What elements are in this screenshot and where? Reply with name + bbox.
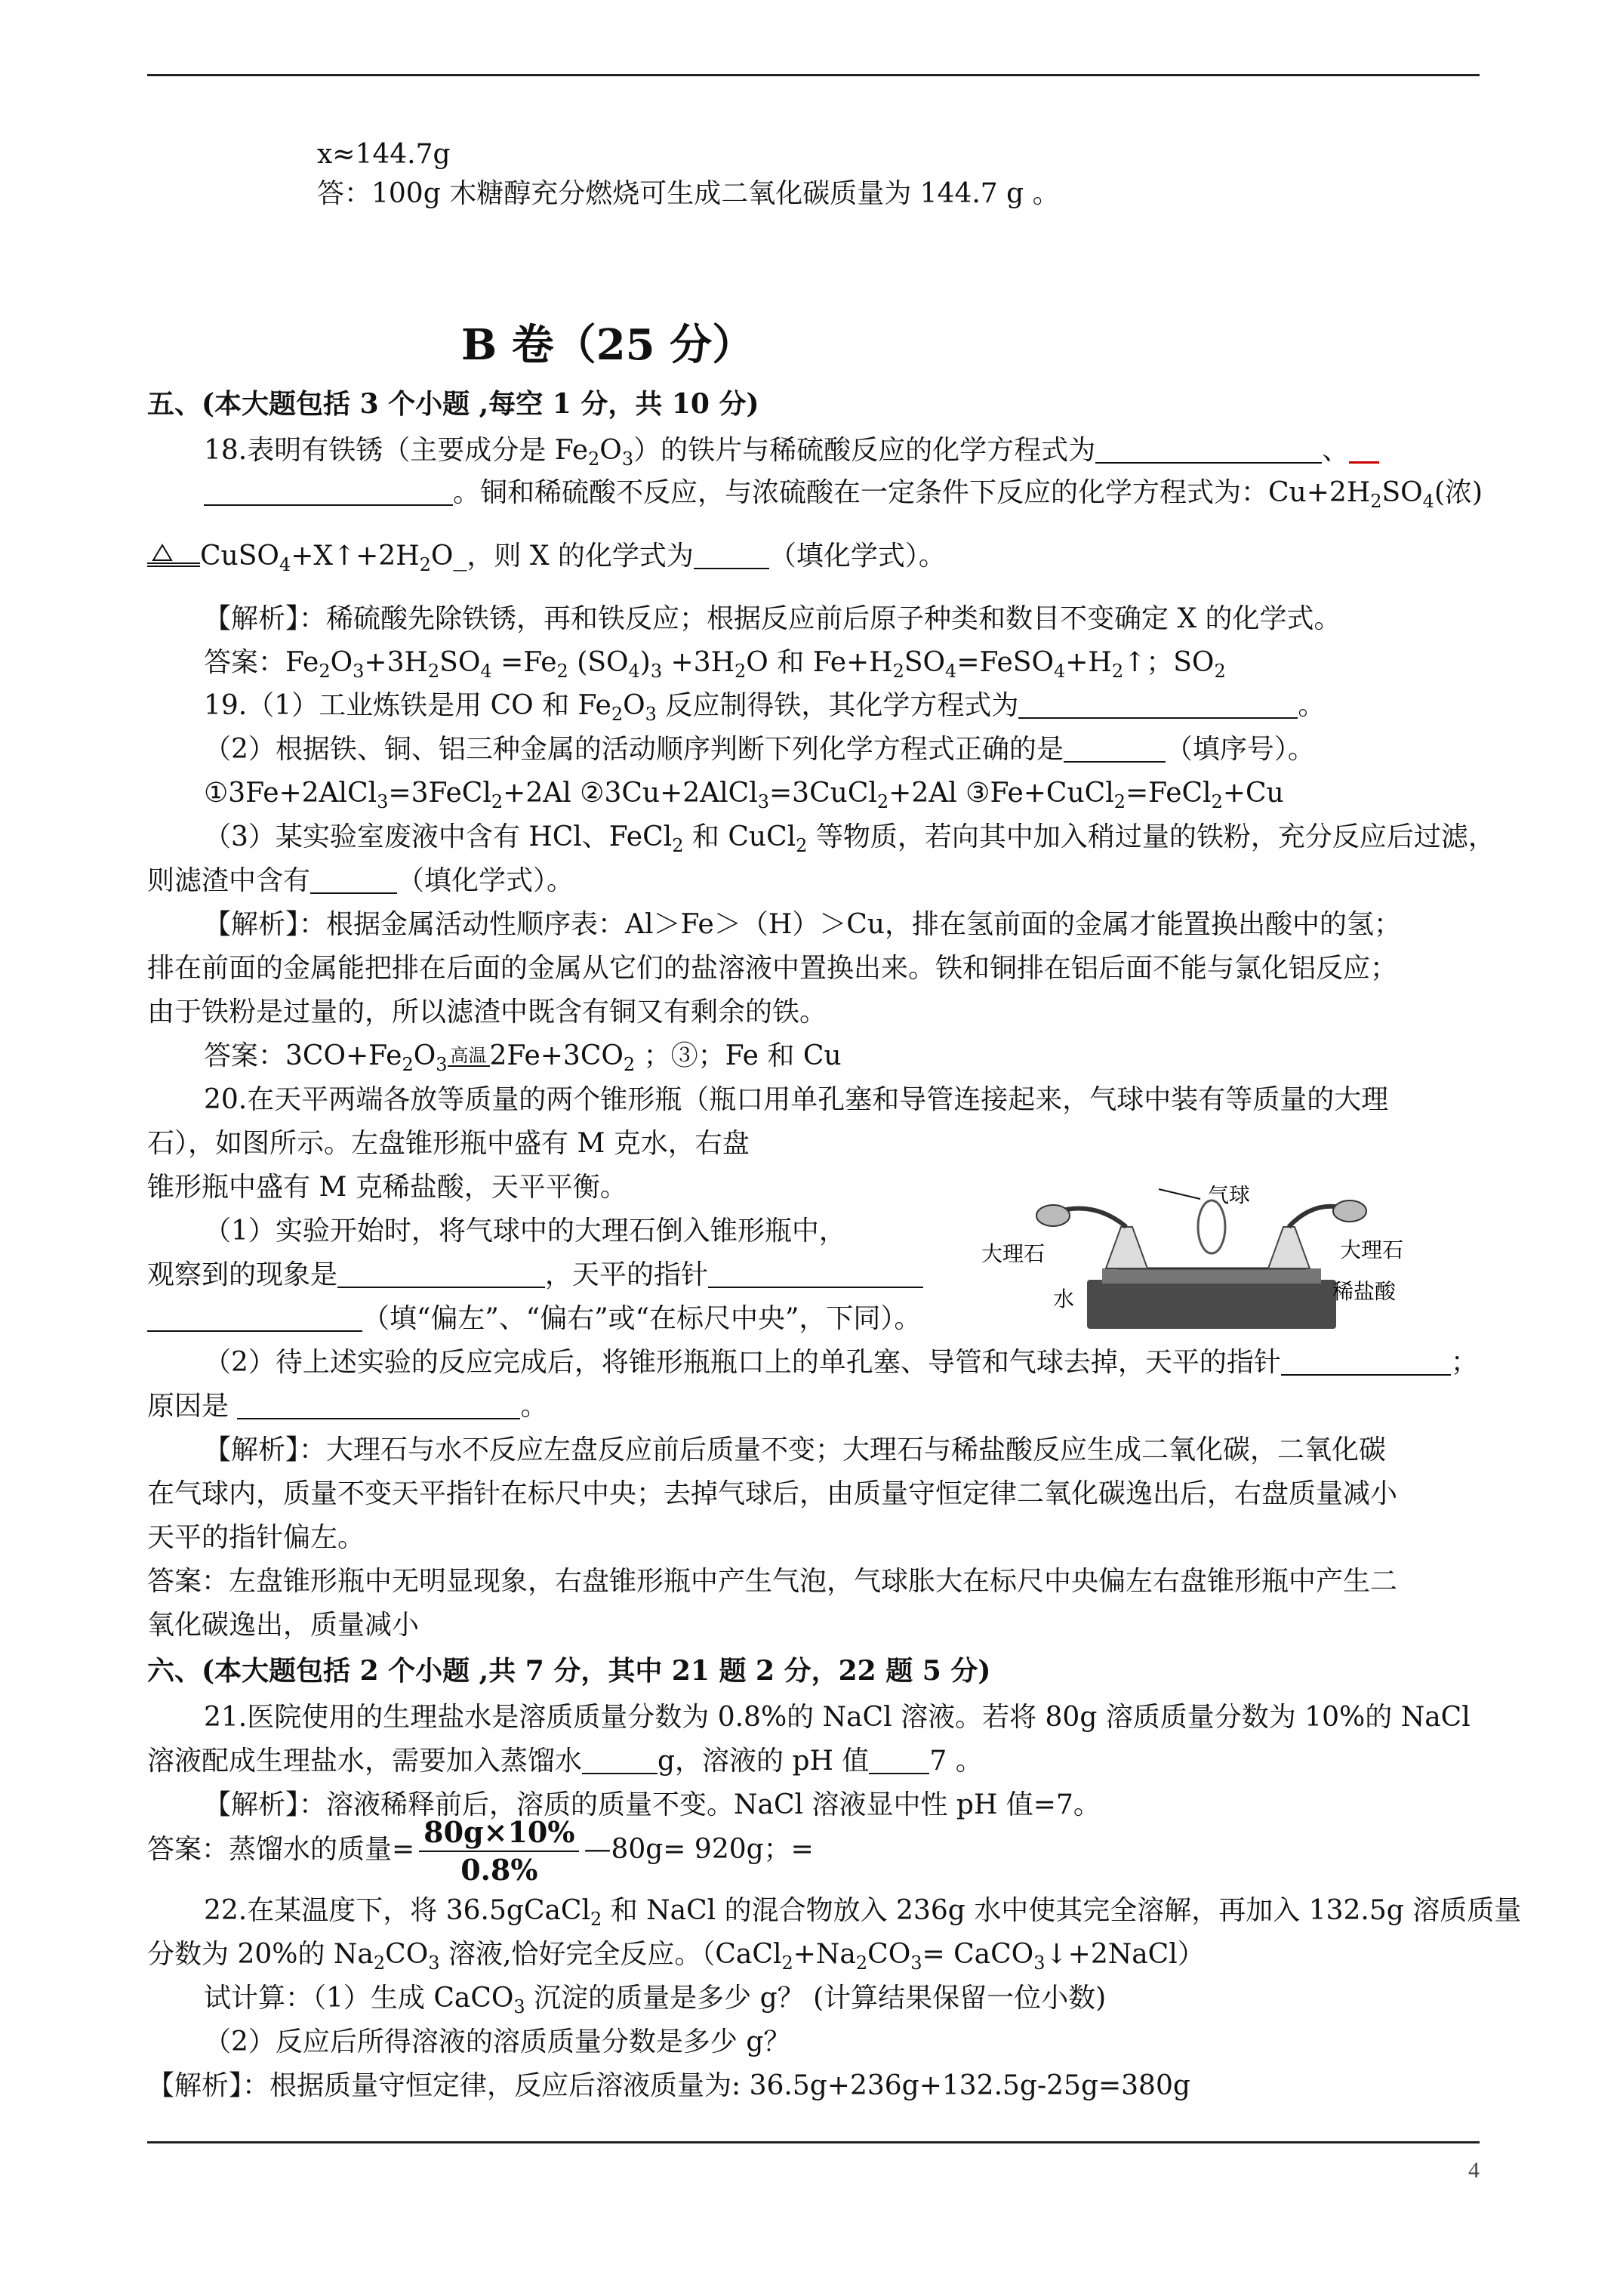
- q21-line2: 溶液配成生理盐水，需要加入蒸馏水 g，溶液的 pH 值 7 。: [147, 1746, 983, 1777]
- section5-heading: 五、(本大题包括 3 个小题 ,每空 1 分，共 10 分): [147, 388, 759, 420]
- q20-line3: 锥形瓶中盛有 M 克稀盐酸，天平平衡。: [147, 1172, 627, 1203]
- q21-analysis: 【解析】：溶液稀释前后，溶质的质量不变。NaCl 溶液显中性 pH 值=7。: [204, 1789, 1101, 1820]
- q19-part3: （3）某实验室废液中含有 HCl、FeCl$_2$ 和 CuCl$_2$ 等物质，若向其中加入稍过量的铁粉，充分反应后过滤，: [204, 821, 1495, 857]
- q20-blank-1: [337, 1261, 545, 1288]
- q18-analysis: 【解析】：稀硫酸先除铁锈，再和铁反应；根据反应前后原子种类和数目不变确定 X 的化学式。: [204, 603, 1341, 634]
- q19-part1: 19.（1）工业炼铁是用 CO 和 $Fe_2O_3$ 反应制得铁，其化学方程式为 。: [204, 690, 1326, 726]
- q20-answer-2: 氧化碳逸出，质量减小: [147, 1610, 420, 1641]
- q22-analysis: 【解析】：根据质量守恒定律，反应后溶液质量为: 36.5g+236g+132.5g-25g=380g: [147, 2070, 1190, 2101]
- q19-analysis-1: 【解析】：根据金属活动性顺序表：Al＞Fe＞（H）＞Cu，排在氢前面的金属才能置换出酸中的氢；: [204, 909, 1401, 940]
- q21-line1: 21.医院使用的生理盐水是溶质质量分数为 0.8%的 NaCl 溶液。若将 80g 溶质质量分数为 10%的 NaCl: [204, 1702, 1471, 1733]
- q20-blank-4: [1281, 1348, 1451, 1376]
- q21-answer: 答案：蒸馏水的质量= $\frac{80g\times 10\%}{0.8\%}$ —80g= 920g；=: [147, 1815, 814, 1887]
- balance-experiment-figure: [981, 1185, 1419, 1336]
- q20-line5: 观察到的现象是 ，天平的指针: [147, 1256, 923, 1294]
- label-marble-left: 大理石: [981, 1242, 1046, 1265]
- q18-line3: $CuSO_4+X↑+2H_2O\_$，则 X 的化学式为 （填化学式）。: [147, 538, 946, 584]
- q20-line8: 原因是 。: [147, 1391, 548, 1422]
- q22-line3: 试计算：（1）生成 CaCO$_3$ 沉淀的质量是多少 g？ (计算结果保留一位小数): [204, 1983, 1107, 2018]
- calc-answer: 答：100g 木糖醇充分燃烧可生成二氧化碳质量为 144.7 g 。: [317, 178, 1060, 209]
- q22-line1: 22.在某温度下，将 36.5gCaCl$_2$ 和 NaCl 的混合物放入 236g 水中使其完全溶解，再加入 132.5g 溶质质量: [204, 1895, 1522, 1931]
- q19-part2: （2）根据铁、铜、铝三种金属的活动顺序判断下列化学方程式正确的是 （填序号）。: [204, 734, 1315, 765]
- label-water: 水: [1053, 1287, 1075, 1311]
- q18-line2: 。铜和稀硫酸不反应，与浓硫酸在一定条件下反应的化学方程式为：$Cu+2H_2SO_4$(浓): [204, 474, 1483, 520]
- q22-line4: （2）反应后所得溶液的溶质质量分数是多少 g？: [204, 2026, 791, 2057]
- q20-blank-2: [708, 1261, 923, 1288]
- q20-analysis-2: 在气球内，质量不变天平指针在标尺中央；去掉气球后，由质量守恒定律二氧化碳逸出后，右盘质量减小: [147, 1478, 1398, 1509]
- q20-blank-5: [237, 1392, 520, 1419]
- q19-blank-3: [310, 867, 397, 894]
- balance-diagram: [981, 1185, 1419, 1336]
- header-rule: [147, 74, 1480, 76]
- q19-analysis-3: 由于铁粉是过量的，所以滤渣中既含有铜又有剩余的铁。: [147, 997, 827, 1028]
- q20-line1: 20.在天平两端各放等质量的两个锥形瓶（瓶口用单孔塞和导管连接起来，气球中装有等质量的大理: [204, 1084, 1389, 1115]
- q21-blank-2: [869, 1747, 929, 1774]
- q19-blank-1: [1018, 692, 1298, 719]
- q22-line2: 分数为 20%的 $Na_2CO_3$ 溶液,恰好完全反应。（$CaCl_2+Na_2CO_3=$ CaCO$_3$↓+2NaCl）: [147, 1939, 1205, 1974]
- q20-answer-1: 答案：左盘锥形瓶中无明显现象，右盘锥形瓶中产生气泡，气球胀大在标尺中央偏左右盘锥形瓶中产生二: [147, 1566, 1398, 1597]
- q19-analysis-2: 排在前面的金属能把排在后面的金属从它们的盐溶液中置换出来。铁和铜排在铝后面不能与氯化铝反应；: [147, 953, 1398, 984]
- q18-line1: 18.表明有铁锈（主要成分是 $Fe_2O_3$）的铁片与稀硫酸反应的化学方程式为 、: [204, 432, 1379, 478]
- q19-answer: 答案：$3CO+Fe_2O_3$ 高温 $2Fe+3CO_2$ ；③；Fe 和 Cu: [204, 1040, 842, 1076]
- q18-blank-1: [1095, 436, 1322, 464]
- q18-blank-3: [694, 542, 769, 569]
- q19-part3-cont: 则滤渣中含有 （填化学式）。: [147, 865, 574, 896]
- q18-answer: 答案：$Fe_2O_3+3H_2SO_4 =Fe_2$ $(SO_4)_3 +3H_2O$ 和 $Fe+H_2SO_4=FeSO_4+H_2↑$；$SO_2$: [204, 647, 1226, 683]
- q20-line2: 石），如图所示。左盘锥形瓶中盛有 M 克水，右盘: [147, 1128, 750, 1159]
- page-number: 4: [1468, 2158, 1480, 2183]
- q20-analysis-1: 【解析】：大理石与水不反应左盘反应前后质量不变；大理石与稀盐酸反应生成二氧化碳，二氧化碳: [204, 1435, 1387, 1465]
- q19-blank-2: [1064, 735, 1166, 763]
- q18-red-mark: [1349, 436, 1379, 464]
- label-marble-right: 大理石: [1340, 1238, 1404, 1262]
- label-balloon: 气球: [1208, 1185, 1251, 1207]
- q20-line6: （填“偏左”、“偏右”或“在标尺中央”，下同）。: [147, 1300, 921, 1338]
- q18-blank-2: [204, 479, 453, 506]
- q20-line4: （1）实验开始时，将气球中的大理石倒入锥形瓶中，: [204, 1216, 846, 1247]
- q20-line7: （2）待上述实验的反应完成后，将锥形瓶瓶口上的单孔塞、导管和气球去掉，天平的指针 ；: [204, 1347, 1478, 1378]
- footer-rule: [147, 2141, 1480, 2143]
- q19-options: ①3Fe+2AlCl$_3$=3FeCl$_2$+2Al ②3Cu+2AlCl$_3$=3CuCl$_2$+2Al ③Fe+CuCl$_2$=FeCl$_2$+Cu: [204, 778, 1284, 813]
- label-acid: 稀盐酸: [1332, 1280, 1397, 1303]
- dilution-fraction: $\frac{80g\times 10\%}{0.8\%}$: [419, 1814, 579, 1888]
- calc-result: x≈144.7g: [317, 139, 451, 170]
- q20-blank-3: [147, 1305, 362, 1332]
- section6-heading: 六、(本大题包括 2 个小题 ,共 7 分，其中 21 题 2 分，22 题 5 分): [147, 1655, 991, 1687]
- heat-triangle-icon: [147, 541, 200, 566]
- section-title: B 卷（25 分）: [460, 320, 755, 370]
- q20-analysis-3: 天平的指针偏左。: [147, 1522, 365, 1553]
- q21-blank-1: [582, 1747, 658, 1774]
- high-temp-condition: 高温: [448, 1046, 490, 1067]
